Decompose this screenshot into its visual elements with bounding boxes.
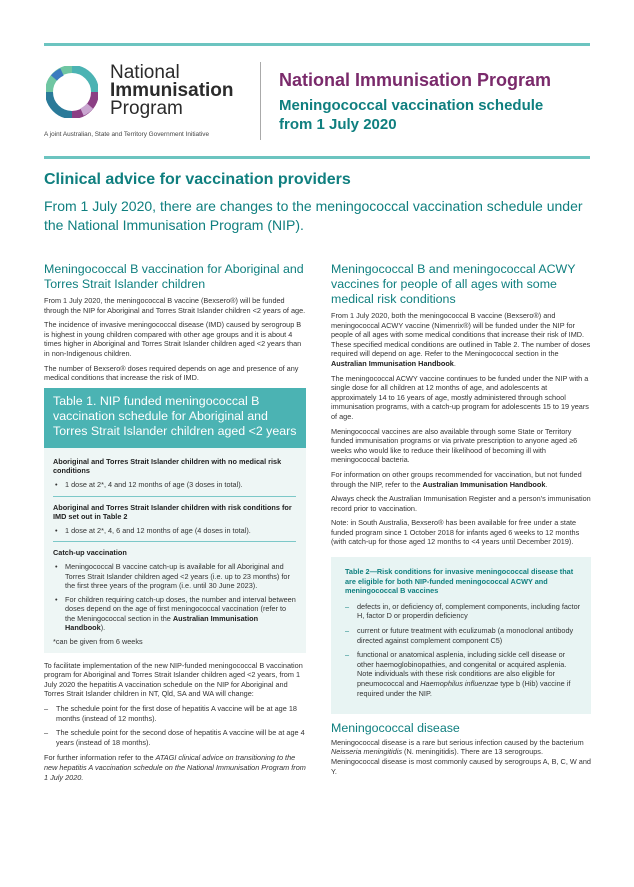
header-subtitle: Meningococcal vaccination schedule from 1 July 2020 <box>279 97 544 133</box>
table-1-group-2-head: Aboriginal and Torres Strait Islander children with risk conditions for IMD set out in Table 2 <box>53 502 292 522</box>
table-1-group-3-item-2 <box>53 595 296 633</box>
left-heading: Meningococcal B vaccination for Aboriginal and Torres Strait Islander children <box>44 262 304 291</box>
r-p7-pre: Meningococcal disease is a rare but serious infection caused by the bacterium <box>331 737 584 747</box>
right-paragraph-3: Meningococcal vaccines are also available through some State or Territory funded immunisation programs or via private prescription to anyone aged ≥6 weeks who would like to reduce their likelihood of becoming ill with meningococcal bacteria. <box>331 426 578 465</box>
left-dash-item-1: – The schedule point for the first dose of hepatitis A vaccine will be at age 18 months (instead of 12 months). <box>44 704 306 723</box>
table-1-group-3-item-1: • Meningococcal B vaccine catch-up is available for all Aboriginal and Torres Strait Islander children aged <2 years (i.e. up to 23 months) for the first three years of the program (i.e. until 30 June 2023). <box>53 562 296 591</box>
r-p7-post: (N. meningitidis). There are 13 serogroups. Meningococcal disease is most commonly caused by serogroups A, B, C, W and Y. <box>331 747 591 776</box>
left-paragraph-2: The incidence of invasive meningococcal disease (IMD) caused by serogroup B is highest in young children compared with other age groups and it is about 4 times higher in Aboriginal and Torres Strait Islander children aged <2 years than in non-Indigenous children. <box>44 320 302 358</box>
r-p4-pre: For information on other groups recommended for vaccination, but not funded through the NIP, refer to the <box>331 469 582 489</box>
table-1-separator <box>53 496 296 497</box>
table-2-item-2: – current or future treatment with eculizumab (a monoclonal antibody directed against complement component C5) <box>345 626 581 645</box>
intro-text: From 1 July 2020, there are changes to the meningococcal vaccination schedule under the National Immunisation Program (NIP). <box>44 198 583 233</box>
t2-i3-post: type b (Hib) vaccine if required under the NIP. <box>357 679 571 698</box>
table-2-item-3 <box>345 650 581 698</box>
table-2 <box>331 557 591 714</box>
logo-ring-icon <box>46 66 98 118</box>
atagi-advice-link[interactable]: ATAGI clinical advice on transitioning to the new hepatitis A vaccination schedule on the National Immunisation Program from 1 July 2020. <box>44 753 306 782</box>
r-p7-ital: Neisseria meningitidis <box>331 747 402 757</box>
logo-line-1: National <box>110 62 180 83</box>
table-1 <box>44 388 306 653</box>
left-paragraph-3: The number of Bexsero® doses required depends on age and presence of any medical conditions that increase the risk of IMD. <box>44 363 299 383</box>
top-rule <box>44 43 590 46</box>
right-paragraph-6: Note: in South Australia, Bexsero® has been available for free under a state funded program since 1 October 2018 for infants aged 6 weeks to 12 months (with catch-up for those aged 12 months to <4 years until December 2019). <box>331 518 580 547</box>
logo-tagline: A joint Australian, State and Territory Government Initiative <box>44 131 210 138</box>
header-title: National Immunisation Program <box>279 70 552 90</box>
right-paragraph-1 <box>331 311 591 369</box>
section-title: Clinical advice for vaccination providers <box>44 171 351 188</box>
r-p1-pre: From 1 July 2020, both the meningococcal B vaccine (Bexsero®) and meningococcal ACWY vaccine (Nimenrix®) will be funded under the NIP for people of all ages with some medical conditions that increase their risk of IMD. These specified medical conditions are outlined in Table 2. The number of doses required will depend on age. Refer to the Meningococcal section in the <box>331 311 591 359</box>
g3-item-2-pre: For children requiring catch-up doses, the number and interval between doses depend on the age of first meningococcal vaccination (refer to the Meningococcal section in the <box>65 594 296 623</box>
table-2-item-1: – defects in, or deficiency of, complement components, including factor H, factor D or properdin deficiency <box>345 602 581 621</box>
right-paragraph-7 <box>331 738 591 776</box>
table-1-footnote: *can be given from 6 weeks <box>53 637 143 647</box>
left-dash-item-2: – The schedule point for the second dose of hepatitis A vaccine will be at age 4 years (instead of 18 months). <box>44 728 306 747</box>
g3-item-2-bold: Australian Immunisation Handbook <box>65 613 259 633</box>
left-paragraph-4: To facilitate implementation of the new NIP-funded meningococcal B vaccination program for Aboriginal and Torres Strait Islander children aged <2 years, from 1 July 2020 the hepatitis A vaccination schedule on the NIP for Aboriginal and Torres Strait Islander children in NT, Qld, SA and WA will change: <box>44 660 303 699</box>
right-paragraph-2: The meningococcal ACWY vaccine continues to be funded under the NIP with a single dose for all children at 12 months of age, and adolescents at approximately 14 to 16 years of age, mostly administered through school immunisation programs, with a catch-up program for adolescents 15 to 19 years of age. <box>331 373 589 421</box>
logo-line-2: Immunisation <box>110 80 234 101</box>
t2-i3-pre: functional or anatomical asplenia, including sickle cell disease or other haemoglobinopathies, and congenital or acquired asplenia. Note individuals with these risk conditions are also eligible for pneumococcal and <box>357 650 567 688</box>
logo-line-3: Program <box>110 98 183 119</box>
handbook-link[interactable]: Australian Immunisation Handbook <box>331 358 454 368</box>
table-2-title: Table 2—Risk conditions for invasive meningococcal disease that are eligible for both NIP-funded meningococcal ACWY and meningococcal B vaccines <box>345 567 574 596</box>
left-paragraph-5 <box>44 753 306 782</box>
r-p1-post: . <box>453 358 456 368</box>
left-paragraph-1: From 1 July 2020, the meningococcal B vaccine (Bexsero®) will be funded through the NIP for Aboriginal and Torres Strait Islander children <2 years of age. <box>44 296 306 315</box>
table-1-group-1-item: • 1 dose at 2*, 4 and 12 months of age (3 doses in total). <box>53 480 296 490</box>
table-1-group-3-head: Catch-up vaccination <box>53 548 127 558</box>
p5-pre: For further information refer to the <box>44 753 156 763</box>
table-1-title: Table 1. NIP funded meningococcal B vaccination schedule for Aboriginal and Torres Strait Islander children aged <2 years <box>44 388 306 448</box>
table-1-group-1-head: Aboriginal and Torres Strait Islander children with no medical risk conditions <box>53 456 282 476</box>
t2-i3-ital: Haemophilus influenzae <box>420 679 499 688</box>
table-1-separator <box>53 541 296 542</box>
right-paragraph-4 <box>331 470 591 489</box>
right-column <box>331 262 591 781</box>
r-p4-post: . <box>545 479 548 489</box>
right-heading: Meningococcal B and meningococcal ACWY vaccines for people of all ages with some medical risk conditions <box>331 262 576 306</box>
logo-wordmark <box>110 64 290 118</box>
left-column <box>44 262 306 787</box>
handbook-link[interactable]: Australian Immunisation Handbook <box>422 479 546 489</box>
header-divider <box>260 62 261 140</box>
table-1-body <box>44 448 306 653</box>
g3-item-2-post: ). <box>100 623 106 633</box>
right-heading-2: Meningococcal disease <box>331 721 460 736</box>
right-paragraph-5: Always check the Australian Immunisation Register and a person's immunisation record prior to vaccination. <box>331 494 591 513</box>
header-bottom-rule <box>44 156 590 159</box>
table-1-group-2-item: • 1 dose at 2*, 4, 6 and 12 months of age (4 doses in total). <box>53 526 296 536</box>
